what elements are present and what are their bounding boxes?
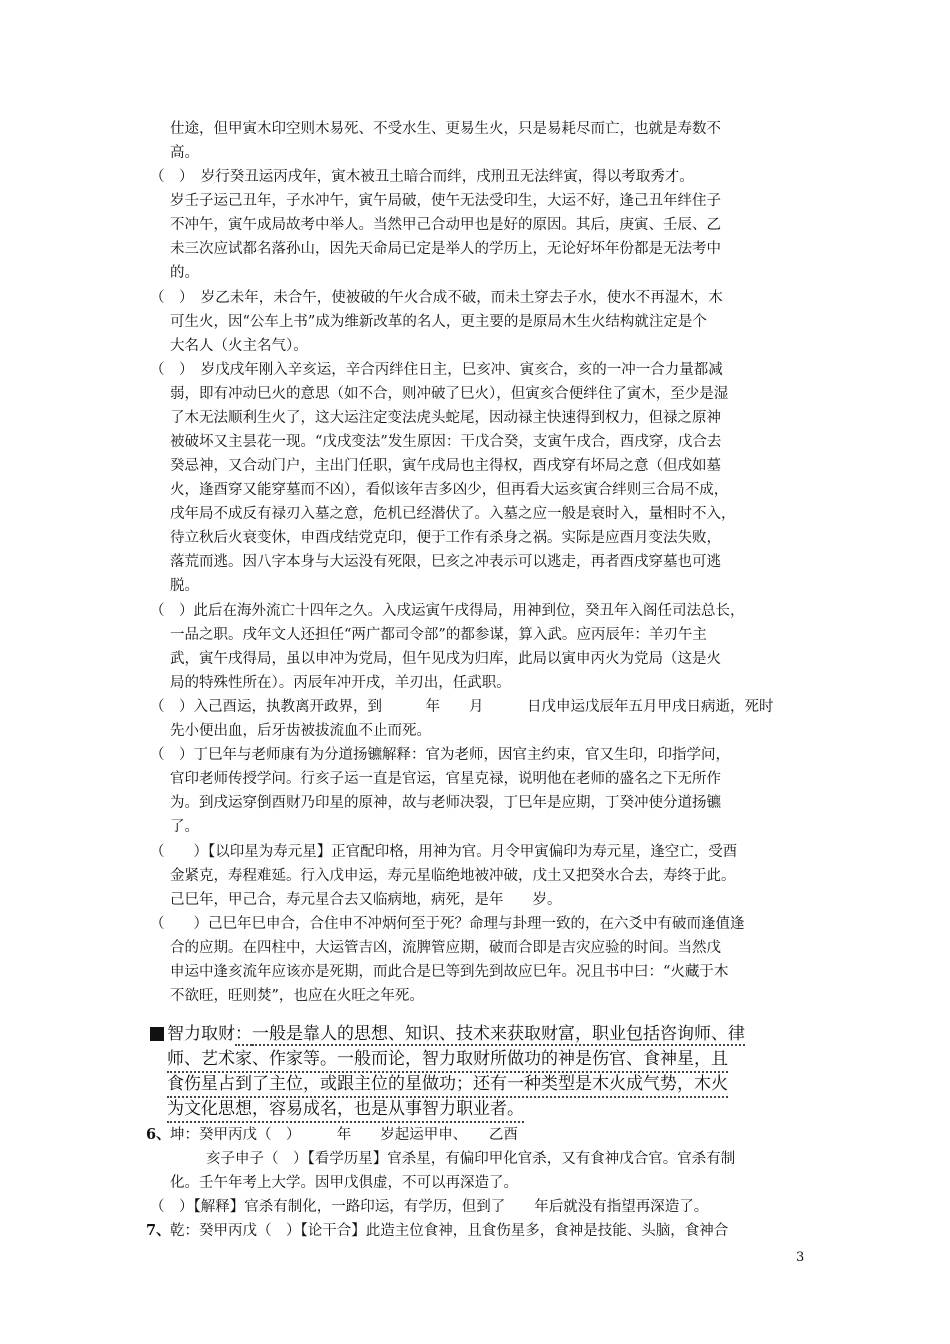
case-line: 坤：癸甲丙戊（ ） 年 岁起运甲申、 乙酉 xyxy=(170,1127,518,1143)
case-number: 6、 xyxy=(146,1126,171,1143)
case-line: 亥子申子（ ）【看学历星】官杀星，有偏印甲化官杀，又有食神戊合官。官杀有制 xyxy=(206,1151,736,1167)
text-line: 己巳年，甲己合，寿元星合去又临病地，病死，是年 岁。 xyxy=(170,892,562,908)
text-line: 可生火，因“公车上书”成为维新改革的名人，更主要的是原局木生火结构就注定是个 xyxy=(170,314,707,330)
text-line: 高。 xyxy=(170,145,199,161)
wisdom-text: 一般是靠人的思想、知识、技术来获取财富，职业包括咨询师、律 xyxy=(252,1024,745,1044)
case-line: 化。壬午年考上大学。因甲戊俱虚，不可以再深造了。 xyxy=(170,1175,518,1191)
text-line: 金紧克，寿程难延。行入戊申运，寿元星临绝地被冲破，戊土又把癸水合去，寿终于此。 xyxy=(170,868,736,884)
text-line: 武，寅午戌得局，虽以申冲为党局，但午见戌为归库，此局以寅申丙火为党局（这是火 xyxy=(170,651,721,667)
text-line: 了。 xyxy=(170,819,199,835)
text-line: 的。 xyxy=(170,265,199,281)
text-line: 不欲旺，旺则焚”，也应在火旺之年死。 xyxy=(170,988,424,1004)
text-line: 先小便出血，后牙齿被拔流血不止而死。 xyxy=(170,723,431,739)
case-line: （ ）【解释】官杀有制化，一路印运，有学历，但到了 年后就没有指望再深造了。 xyxy=(150,1199,709,1215)
text-line: 大名人（火主名气）。 xyxy=(170,338,308,354)
text-line: （ ）【以印星为寿元星】正官配印格，用神为官。月令甲寅偏印为寿元星，逢空亡，受酉 xyxy=(150,844,738,860)
text-line: 不冲午，寅午成局故考中举人。当然甲己合动甲也是好的原因。其后，庚寅、壬辰、乙 xyxy=(170,217,721,233)
text-line: （ ）己巳年巳申合，合住申不冲炳何至于死？命理与卦理一致的，在六爻中有破而逢值逢 xyxy=(150,916,745,932)
text-line: 为。到戌运穿倒酉财乃印星的原神，故与老师决裂，丁巳年是应期，丁癸冲使分道扬镳 xyxy=(170,795,721,811)
wisdom-colon: ： xyxy=(235,1024,252,1044)
wisdom-text: 食伤星占到了主位，或跟主位的星做功；还有一种类型是木火成气势，木火 xyxy=(167,1072,728,1098)
text-line: 局的特殊性所在）。丙辰年冲开戌，羊刃出，任武职。 xyxy=(170,675,511,691)
text-line: 待立秋后火衰变休，申酉戌结党克印，便于工作有杀身之祸。实际是应酉月变法失败， xyxy=(170,530,721,546)
wisdom-text: 师、艺术家、作家等。一般而论，智力取财所做功的神是伤官、食神星，且 xyxy=(167,1047,728,1073)
case-line: 乾：癸甲丙戊（ ）【论干合】此造主位食神，且食伤星多，食神是技能、头脑，食神合 xyxy=(170,1223,729,1239)
text-line: 火，逢酉穿又能穿墓而不凶），看似该年吉多凶少，但再看大运亥寅合绊则三合局不成， xyxy=(170,482,729,498)
case-number: 7、 xyxy=(146,1222,171,1239)
bullet-square-icon xyxy=(150,1027,164,1041)
page-number: 3 xyxy=(796,1250,805,1265)
text-line: （ ） 岁乙未年，未合午，使被破的午火合成不破，而未土穿去子水，使水不再湿木，木 xyxy=(150,290,723,306)
wisdom-text: 为文化思想，容易成名，也是从事智力职业者。 xyxy=(167,1097,524,1123)
text-line: （ ）丁巳年与老师康有为分道扬镳解释：官为老师，因官主约束，官又生印，印指学问， xyxy=(150,747,730,763)
text-line: 癸忌神，又合动门户，主出门任职，寅午戌局也主得权，酉戌穿有坏局之意（但戌如墓 xyxy=(170,458,721,474)
text-line: 官印老师传授学问。行亥子运一直是官运，官星克禄，说明他在老师的盛名之下无所作 xyxy=(170,771,721,787)
text-line: 未三次应试都名落孙山，因先天命局已定是举人的学历上，无论好坏年份都是无法考中 xyxy=(170,241,721,257)
wisdom-label: 智力取财 xyxy=(167,1024,235,1044)
text-line: 岁壬子运己丑年，子水冲午，寅午局破，使午无法受印生，大运不好，逢己丑年绊住子 xyxy=(170,193,721,209)
wisdom-heading-line xyxy=(167,1022,745,1046)
text-line: （ ） 岁戊戌年刚入辛亥运，辛合丙绊住日主，巳亥冲、寅亥合，亥的一冲一合力量都减 xyxy=(150,362,723,378)
text-line: 了木无法顺利生火了，这大运注定变法虎头蛇尾，因动禄主快速得到权力，但禄之原神 xyxy=(170,410,721,426)
text-line: 脱。 xyxy=(170,578,199,594)
text-line: （ ） 岁行癸丑运丙戌年，寅木被丑土暗合而绊，戌刑丑无法绊寅，得以考取秀才。 xyxy=(150,169,694,185)
text-line: 仕途，但甲寅木印空则木易死、不受水生、更易生火，只是易耗尽而亡，也就是寿数不 xyxy=(170,121,721,137)
text-line: 一品之职。戌年文人还担任“两广都司令部”的都参谋，算入武。应丙辰年：羊刃午主 xyxy=(170,627,707,643)
text-line: 弱，即有冲动巳火的意思（如不合，则冲破了巳火），但寅亥合便绊住了寅木，至少是湿 xyxy=(170,386,729,402)
text-line: 落荒而逃。因八字本身与大运没有死限，巳亥之冲表示可以逃走，再者酉戌穿墓也可逃 xyxy=(170,554,721,570)
text-line: 申运中逢亥流年应该亦是死期，而此合是巳等到先到故应巳年。况且书中曰：“火藏于木 xyxy=(170,964,729,980)
text-line: （ ）此后在海外流亡十四年之久。入戌运寅午戌得局，用神到位，癸丑年入阁任司法总长， xyxy=(150,603,745,619)
text-line: 戌年局不成反有禄刃入墓之意，危机已经潜伏了。入墓之应一般是衰时入，量相时不入， xyxy=(170,506,736,522)
text-line: 被破坏又主昙花一现。“戊戌变法”发生原因：干戊合癸，支寅午戌合，酉戌穿，戊合去 xyxy=(170,434,722,450)
text-line: 合的应期。在四柱中，大运管吉凶，流脾管应期，破而合即是吉灾应验的时间。当然戊 xyxy=(170,940,721,956)
text-line: （ ）入己酉运，执教离开政界，到 年 月 日戊申运戊辰年五月甲戌日病逝，死时 xyxy=(150,699,774,715)
